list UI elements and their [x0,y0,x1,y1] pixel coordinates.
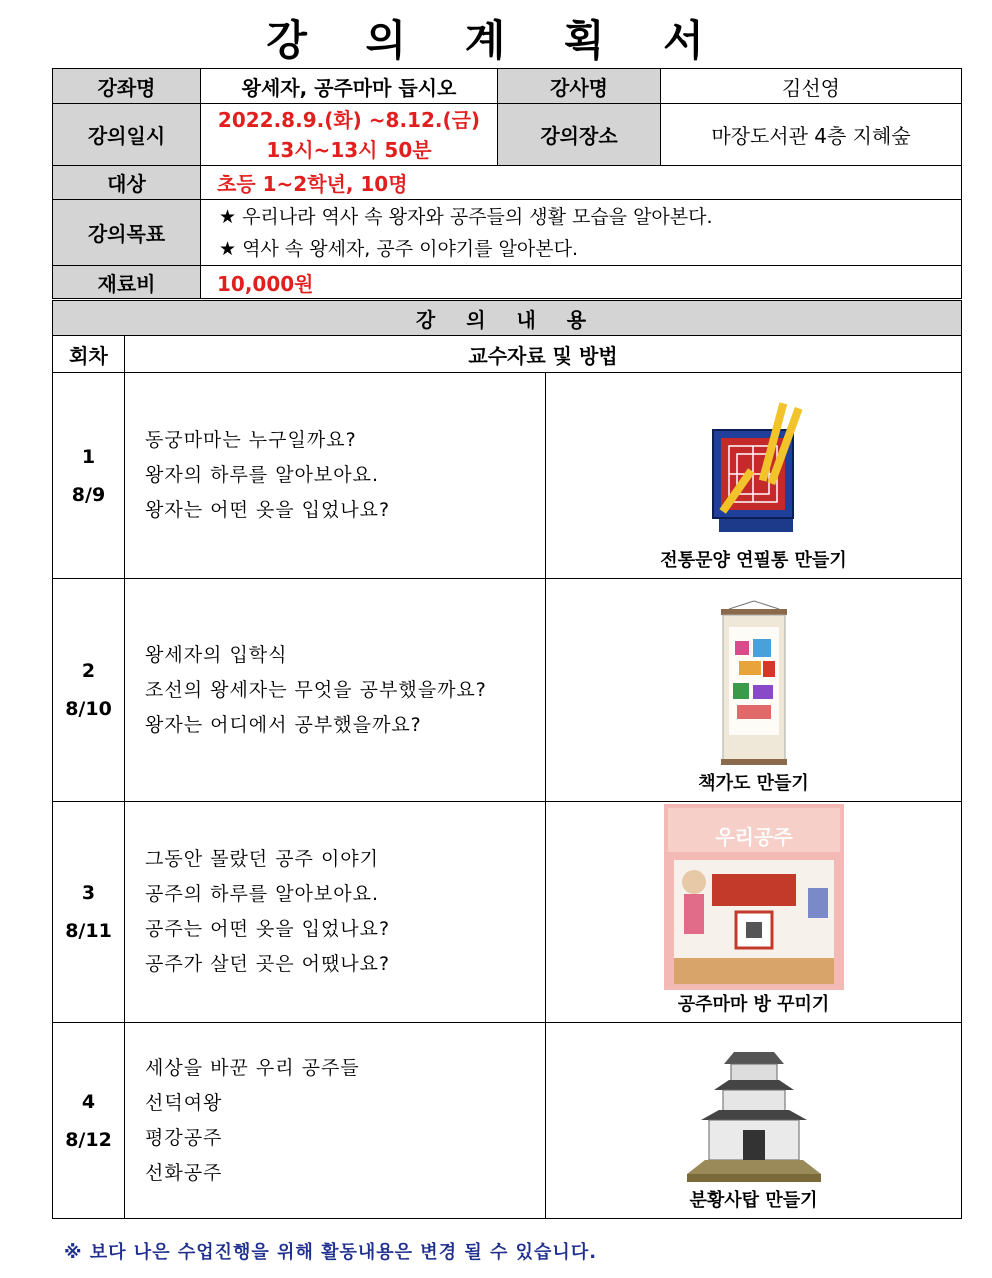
place-label: 강의장소 [498,104,661,166]
session-description [125,802,546,1023]
session-description [125,373,546,579]
goal-list [201,200,962,266]
place-value: 마장도서관 4층 지혜숲 [661,104,962,166]
activity-caption: 공주마마 방 꾸미기 [677,994,830,1015]
desc-line: 조선의 왕세자는 무엇을 공부했을까요? [145,678,487,701]
material-column-header: 교수자료 및 방법 [125,336,962,373]
desc-line: 동궁마마는 누구일까요? [145,429,357,451]
session-description [125,579,546,802]
activity-caption: 책가도 만들기 [698,773,809,794]
content-table [52,300,962,1219]
activity-cell [546,1023,962,1219]
session-date: 8/11 [65,920,112,942]
desc-line: 그동안 몰랐던 공주 이야기 [145,848,380,870]
footer-note: ※ 보다 나은 수업진행을 위해 활동내용은 변경 될 수 있습니다. [64,1242,598,1263]
activity-caption: 분황사탑 만들기 [689,1190,818,1211]
book-cover-text: 우리공주 [714,825,793,849]
activity-cell [546,373,962,579]
desc-line: 세상을 바꾼 우리 공주들 [145,1056,360,1079]
session-description [125,1023,546,1219]
session-num: 4 [81,1090,96,1113]
fee-value: 10,000원 [201,266,962,299]
desc-line: 왕자는 어디에서 공부했을까요? [145,713,422,736]
activity-cell [546,579,962,802]
course-value: 왕세자, 공주마마 듭시오 [201,69,498,104]
session-date: 8/12 [65,1128,112,1151]
fee-label: 재료비 [53,266,201,299]
session-num: 1 [81,445,96,468]
date-label: 강의일시 [53,104,201,166]
session-num: 2 [81,660,96,682]
pagoda-model-image [679,1046,829,1186]
teacher-value: 김선영 [661,69,962,104]
desc-line: 왕자의 하루를 알아보아요. [145,464,380,486]
session-column-header: 회차 [53,336,125,373]
desc-line: 평강공주 [145,1126,223,1149]
pencil-holder-image [699,396,809,546]
desc-line: 왕세자의 입학식 [145,643,288,666]
section-title: 강 의 내 용 [53,301,962,336]
activity-cell [546,802,962,1023]
date-value [201,104,498,166]
session-number [53,579,125,802]
session-row [53,579,962,802]
goal-item: ★ 우리나라 역사 속 왕자와 공주들의 생활 모습을 알아본다. [219,205,713,228]
session-date: 8/10 [65,698,112,720]
goal-item: ★ 역사 속 왕세자, 공주 이야기를 알아본다. [219,237,579,260]
desc-line: 공주의 하루를 알아보아요. [145,883,380,905]
scroll-painting-image [699,599,809,769]
desc-line: 왕자는 어떤 옷을 입었나요? [145,499,391,521]
session-num: 3 [81,882,96,904]
info-table [52,68,962,299]
activity-caption: 전통문양 연필통 만들기 [660,550,847,571]
session-row [53,1023,962,1219]
session-number [53,1023,125,1219]
date-line-2: 13시~13시 50분 [266,137,432,162]
session-row [53,802,962,1023]
desc-line: 공주가 살던 곳은 어땠나요? [145,953,391,975]
session-date: 8/9 [71,483,106,506]
desc-line: 선화공주 [145,1161,223,1184]
goal-label: 강의목표 [53,200,201,266]
target-label: 대상 [53,166,201,200]
session-number [53,373,125,579]
desc-line: 공주는 어떤 옷을 입었나요? [145,918,391,940]
page-title: 강 의 계 획 서 [266,16,726,65]
session-number [53,802,125,1023]
desc-line: 선덕여왕 [145,1091,223,1114]
course-label: 강좌명 [53,69,201,104]
target-value: 초등 1~2학년, 10명 [201,166,962,200]
teacher-label: 강사명 [498,69,661,104]
date-line-1: 2022.8.9.(화) ~8.12.(금) [217,107,481,132]
session-row [53,373,962,579]
princess-room-image [664,804,844,990]
